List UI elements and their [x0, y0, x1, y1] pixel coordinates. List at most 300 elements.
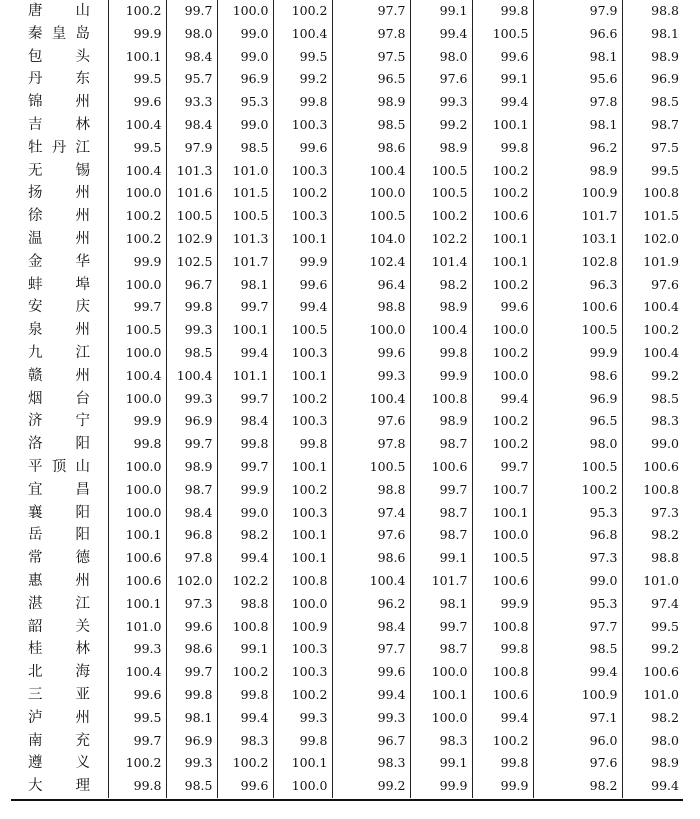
- city-name: 湛 江: [28, 595, 90, 612]
- city-name: 大 理: [28, 778, 90, 795]
- city-name: 遵 义: [28, 755, 90, 772]
- table-row: [11, 570, 683, 593]
- index-value-cell: 100.5: [533, 456, 622, 479]
- index-value-cell: 98.8: [332, 479, 410, 502]
- city-name-cell: [11, 479, 108, 502]
- index-value-cell: 100.0: [332, 182, 410, 205]
- city-name-cell: [11, 68, 108, 91]
- index-value-cell: 99.4: [217, 547, 273, 570]
- index-value-cell: 98.7: [410, 502, 472, 525]
- index-value-cell: 98.4: [217, 410, 273, 433]
- index-value-cell: 97.6: [410, 68, 472, 91]
- index-value-cell: 100.1: [472, 502, 533, 525]
- index-value-cell: 101.0: [622, 570, 683, 593]
- index-value-cell: 98.8: [622, 547, 683, 570]
- index-value-cell: 101.0: [217, 160, 273, 183]
- index-value-cell: 100.0: [332, 319, 410, 342]
- index-value-cell: 98.3: [410, 730, 472, 753]
- index-value-cell: 100.8: [472, 661, 533, 684]
- table-row: [11, 251, 683, 274]
- index-value-cell: 98.3: [622, 410, 683, 433]
- price-index-table-container: [11, 0, 683, 798]
- index-value-cell: 99.3: [166, 388, 217, 411]
- index-value-cell: 104.0: [332, 228, 410, 251]
- index-value-cell: 100.8: [217, 616, 273, 639]
- index-value-cell: 96.5: [332, 68, 410, 91]
- table-row: [11, 274, 683, 297]
- index-value-cell: 102.5: [166, 251, 217, 274]
- city-name: 赣 州: [28, 367, 90, 384]
- index-value-cell: 99.8: [108, 775, 166, 798]
- index-value-cell: 93.3: [166, 91, 217, 114]
- index-value-cell: 96.0: [533, 730, 622, 753]
- city-name: 桂 林: [28, 641, 90, 658]
- table-row: [11, 547, 683, 570]
- index-value-cell: 99.8: [472, 638, 533, 661]
- index-value-cell: 98.9: [622, 752, 683, 775]
- index-value-cell: 98.5: [622, 388, 683, 411]
- index-value-cell: 98.0: [622, 730, 683, 753]
- index-value-cell: 97.6: [533, 752, 622, 775]
- city-name: 丹 东: [28, 71, 90, 88]
- index-value-cell: 100.4: [622, 296, 683, 319]
- city-name-cell: [11, 137, 108, 160]
- city-name: 烟 台: [28, 390, 90, 407]
- index-value-cell: 100.2: [273, 479, 332, 502]
- city-name-cell: [11, 388, 108, 411]
- index-value-cell: 100.5: [332, 456, 410, 479]
- index-value-cell: 98.4: [166, 114, 217, 137]
- city-name: 徐 州: [28, 208, 90, 225]
- city-name-cell: [11, 661, 108, 684]
- index-value-cell: 100.0: [108, 502, 166, 525]
- index-value-cell: 100.2: [472, 410, 533, 433]
- index-value-cell: 98.9: [410, 296, 472, 319]
- index-value-cell: 99.3: [166, 752, 217, 775]
- index-value-cell: 100.5: [410, 160, 472, 183]
- index-value-cell: 97.4: [622, 593, 683, 616]
- table-body: [11, 0, 683, 798]
- city-name: 蚌 埠: [28, 276, 90, 293]
- index-value-cell: 99.3: [332, 707, 410, 730]
- index-value-cell: 98.8: [332, 296, 410, 319]
- index-value-cell: 100.0: [273, 593, 332, 616]
- city-name-cell: [11, 547, 108, 570]
- city-name-cell: [11, 616, 108, 639]
- index-value-cell: 100.1: [273, 365, 332, 388]
- index-value-cell: 99.8: [472, 0, 533, 23]
- index-value-cell: 98.0: [166, 23, 217, 46]
- index-value-cell: 100.0: [108, 479, 166, 502]
- city-name-cell: [11, 775, 108, 798]
- table-row: [11, 205, 683, 228]
- index-value-cell: 102.4: [332, 251, 410, 274]
- index-value-cell: 100.5: [332, 205, 410, 228]
- index-value-cell: 100.1: [472, 251, 533, 274]
- index-value-cell: 101.9: [622, 251, 683, 274]
- index-value-cell: 100.0: [108, 388, 166, 411]
- index-value-cell: 100.0: [472, 319, 533, 342]
- table-row: [11, 0, 683, 23]
- index-value-cell: 102.0: [622, 228, 683, 251]
- index-value-cell: 99.9: [108, 410, 166, 433]
- index-value-cell: 99.4: [332, 684, 410, 707]
- index-value-cell: 99.9: [273, 251, 332, 274]
- index-value-cell: 100.4: [332, 160, 410, 183]
- index-value-cell: 98.6: [332, 547, 410, 570]
- index-value-cell: 98.0: [533, 433, 622, 456]
- index-value-cell: 99.6: [108, 91, 166, 114]
- index-value-cell: 100.0: [472, 365, 533, 388]
- city-name: 北 海: [28, 664, 90, 681]
- index-value-cell: 100.3: [273, 638, 332, 661]
- city-name-cell: [11, 46, 108, 69]
- index-value-cell: 99.4: [472, 91, 533, 114]
- index-value-cell: 98.4: [166, 46, 217, 69]
- index-value-cell: 100.4: [108, 365, 166, 388]
- index-value-cell: 102.2: [217, 570, 273, 593]
- city-name-cell: [11, 365, 108, 388]
- price-index-table: [11, 0, 683, 798]
- index-value-cell: 98.5: [166, 342, 217, 365]
- index-value-cell: 99.5: [108, 68, 166, 91]
- index-value-cell: 100.2: [217, 752, 273, 775]
- city-name: 秦皇岛: [28, 25, 90, 42]
- index-value-cell: 99.7: [217, 388, 273, 411]
- index-value-cell: 99.7: [166, 433, 217, 456]
- index-value-cell: 99.8: [108, 433, 166, 456]
- index-value-cell: 97.4: [332, 502, 410, 525]
- index-value-cell: 97.7: [533, 616, 622, 639]
- index-value-cell: 100.2: [217, 661, 273, 684]
- index-value-cell: 99.8: [166, 684, 217, 707]
- index-value-cell: 100.5: [166, 205, 217, 228]
- table-row: [11, 752, 683, 775]
- table-row: [11, 182, 683, 205]
- index-value-cell: 97.7: [332, 0, 410, 23]
- index-value-cell: 98.8: [622, 0, 683, 23]
- table-row: [11, 479, 683, 502]
- index-value-cell: 102.8: [533, 251, 622, 274]
- index-value-cell: 99.3: [332, 365, 410, 388]
- index-value-cell: 100.4: [108, 661, 166, 684]
- index-value-cell: 100.2: [472, 160, 533, 183]
- index-value-cell: 100.1: [108, 593, 166, 616]
- index-value-cell: 100.7: [472, 479, 533, 502]
- index-value-cell: 101.3: [217, 228, 273, 251]
- index-value-cell: 100.4: [410, 319, 472, 342]
- index-value-cell: 100.1: [273, 456, 332, 479]
- index-value-cell: 98.9: [410, 137, 472, 160]
- city-name: 无 锡: [28, 162, 90, 179]
- index-value-cell: 99.6: [108, 684, 166, 707]
- city-name-cell: [11, 23, 108, 46]
- city-name: 宜 昌: [28, 481, 90, 498]
- index-value-cell: 100.2: [472, 730, 533, 753]
- index-value-cell: 100.8: [472, 616, 533, 639]
- index-value-cell: 100.1: [217, 319, 273, 342]
- table-row: [11, 684, 683, 707]
- index-value-cell: 99.0: [533, 570, 622, 593]
- index-value-cell: 99.3: [410, 91, 472, 114]
- table-row: [11, 502, 683, 525]
- city-name-cell: [11, 251, 108, 274]
- table-row: [11, 228, 683, 251]
- city-name: 包 头: [28, 48, 90, 65]
- index-value-cell: 101.7: [533, 205, 622, 228]
- index-value-cell: 100.4: [108, 114, 166, 137]
- index-value-cell: 100.1: [410, 684, 472, 707]
- index-value-cell: 97.3: [166, 593, 217, 616]
- index-value-cell: 98.1: [166, 707, 217, 730]
- table-row: [11, 661, 683, 684]
- index-value-cell: 99.4: [217, 707, 273, 730]
- city-name-cell: [11, 433, 108, 456]
- index-value-cell: 100.0: [217, 0, 273, 23]
- index-value-cell: 96.9: [622, 68, 683, 91]
- index-value-cell: 97.8: [533, 91, 622, 114]
- index-value-cell: 101.1: [217, 365, 273, 388]
- index-value-cell: 100.3: [273, 342, 332, 365]
- city-name-cell: [11, 274, 108, 297]
- index-value-cell: 99.9: [472, 593, 533, 616]
- index-value-cell: 100.3: [273, 410, 332, 433]
- index-value-cell: 102.0: [166, 570, 217, 593]
- index-value-cell: 100.2: [273, 684, 332, 707]
- index-value-cell: 99.7: [108, 730, 166, 753]
- index-value-cell: 98.9: [533, 160, 622, 183]
- index-value-cell: 99.7: [108, 296, 166, 319]
- city-name: 三 亚: [28, 686, 90, 703]
- index-value-cell: 100.2: [472, 342, 533, 365]
- index-value-cell: 98.6: [332, 137, 410, 160]
- index-value-cell: 99.8: [273, 730, 332, 753]
- index-value-cell: 100.4: [332, 388, 410, 411]
- index-value-cell: 97.3: [622, 502, 683, 525]
- index-value-cell: 99.2: [273, 68, 332, 91]
- index-value-cell: 96.7: [332, 730, 410, 753]
- index-value-cell: 96.9: [217, 68, 273, 91]
- city-name: 九 江: [28, 344, 90, 361]
- index-value-cell: 100.2: [622, 319, 683, 342]
- city-name-cell: [11, 570, 108, 593]
- index-value-cell: 100.6: [472, 684, 533, 707]
- index-value-cell: 98.2: [622, 707, 683, 730]
- index-value-cell: 99.9: [410, 775, 472, 798]
- city-name-cell: [11, 638, 108, 661]
- index-value-cell: 100.2: [410, 205, 472, 228]
- index-value-cell: 98.0: [410, 46, 472, 69]
- city-name-cell: [11, 730, 108, 753]
- city-name: 锦 州: [28, 94, 90, 111]
- index-value-cell: 98.9: [622, 46, 683, 69]
- index-value-cell: 100.0: [108, 274, 166, 297]
- index-value-cell: 97.5: [332, 46, 410, 69]
- index-value-cell: 99.4: [217, 342, 273, 365]
- city-name: 扬 州: [28, 185, 90, 202]
- index-value-cell: 100.5: [472, 23, 533, 46]
- index-value-cell: 100.2: [108, 752, 166, 775]
- index-value-cell: 99.7: [410, 479, 472, 502]
- city-name: 南 充: [28, 732, 90, 749]
- index-value-cell: 99.4: [472, 388, 533, 411]
- index-value-cell: 98.5: [533, 638, 622, 661]
- index-value-cell: 97.6: [622, 274, 683, 297]
- index-value-cell: 100.5: [533, 319, 622, 342]
- index-value-cell: 98.7: [166, 479, 217, 502]
- index-value-cell: 99.2: [622, 638, 683, 661]
- index-value-cell: 99.9: [533, 342, 622, 365]
- index-value-cell: 100.2: [273, 0, 332, 23]
- index-value-cell: 99.0: [217, 23, 273, 46]
- table-row: [11, 342, 683, 365]
- index-value-cell: 99.1: [217, 638, 273, 661]
- index-value-cell: 100.2: [273, 388, 332, 411]
- table-row: [11, 456, 683, 479]
- index-value-cell: 101.7: [410, 570, 472, 593]
- city-name-cell: [11, 0, 108, 23]
- index-value-cell: 99.6: [472, 296, 533, 319]
- index-value-cell: 100.6: [472, 570, 533, 593]
- index-value-cell: 95.3: [533, 593, 622, 616]
- city-name: 吉 林: [28, 116, 90, 133]
- city-name-cell: [11, 296, 108, 319]
- index-value-cell: 96.4: [332, 274, 410, 297]
- city-name: 济 宁: [28, 413, 90, 430]
- index-value-cell: 100.5: [273, 319, 332, 342]
- index-value-cell: 99.4: [273, 296, 332, 319]
- index-value-cell: 98.9: [410, 410, 472, 433]
- index-value-cell: 103.1: [533, 228, 622, 251]
- index-value-cell: 98.5: [622, 91, 683, 114]
- index-value-cell: 100.2: [533, 479, 622, 502]
- index-value-cell: 100.0: [410, 661, 472, 684]
- index-value-cell: 99.1: [472, 68, 533, 91]
- index-value-cell: 98.1: [533, 46, 622, 69]
- index-value-cell: 99.7: [410, 616, 472, 639]
- index-value-cell: 99.8: [217, 433, 273, 456]
- index-value-cell: 100.3: [273, 114, 332, 137]
- index-value-cell: 99.6: [273, 274, 332, 297]
- index-value-cell: 100.9: [273, 616, 332, 639]
- index-value-cell: 98.7: [410, 638, 472, 661]
- index-value-cell: 99.2: [410, 114, 472, 137]
- table-row: [11, 23, 683, 46]
- table-row: [11, 775, 683, 798]
- index-value-cell: 98.5: [217, 137, 273, 160]
- table-row: [11, 160, 683, 183]
- index-value-cell: 98.1: [622, 23, 683, 46]
- index-value-cell: 99.5: [108, 137, 166, 160]
- index-value-cell: 96.3: [533, 274, 622, 297]
- index-value-cell: 99.7: [217, 296, 273, 319]
- index-value-cell: 96.2: [533, 137, 622, 160]
- index-value-cell: 98.7: [622, 114, 683, 137]
- table-row: [11, 91, 683, 114]
- index-value-cell: 97.1: [533, 707, 622, 730]
- index-value-cell: 99.5: [108, 707, 166, 730]
- index-value-cell: 99.9: [108, 23, 166, 46]
- city-name-cell: [11, 205, 108, 228]
- index-value-cell: 98.1: [217, 274, 273, 297]
- index-value-cell: 100.8: [622, 479, 683, 502]
- index-value-cell: 100.0: [410, 707, 472, 730]
- index-value-cell: 100.1: [472, 114, 533, 137]
- index-value-cell: 98.2: [622, 524, 683, 547]
- index-value-cell: 97.3: [533, 547, 622, 570]
- index-value-cell: 101.3: [166, 160, 217, 183]
- table-row: [11, 707, 683, 730]
- index-value-cell: 96.9: [166, 730, 217, 753]
- index-value-cell: 101.4: [410, 251, 472, 274]
- city-name: 惠 州: [28, 572, 90, 589]
- index-value-cell: 100.2: [108, 0, 166, 23]
- index-value-cell: 96.8: [166, 524, 217, 547]
- index-value-cell: 98.9: [332, 91, 410, 114]
- index-value-cell: 100.4: [166, 365, 217, 388]
- index-value-cell: 99.6: [166, 616, 217, 639]
- table-row: [11, 137, 683, 160]
- index-value-cell: 100.4: [622, 342, 683, 365]
- index-value-cell: 99.8: [166, 296, 217, 319]
- index-value-cell: 97.9: [533, 0, 622, 23]
- index-value-cell: 100.6: [472, 205, 533, 228]
- index-value-cell: 101.5: [217, 182, 273, 205]
- index-value-cell: 96.9: [533, 388, 622, 411]
- index-value-cell: 100.3: [273, 502, 332, 525]
- index-value-cell: 99.4: [472, 707, 533, 730]
- index-value-cell: 99.0: [217, 46, 273, 69]
- index-value-cell: 100.3: [273, 661, 332, 684]
- city-name-cell: [11, 593, 108, 616]
- city-name: 韶 关: [28, 618, 90, 635]
- city-name-cell: [11, 410, 108, 433]
- index-value-cell: 97.6: [332, 524, 410, 547]
- city-name: 洛 阳: [28, 436, 90, 453]
- index-value-cell: 100.3: [273, 205, 332, 228]
- index-value-cell: 100.0: [108, 456, 166, 479]
- table-row: [11, 46, 683, 69]
- index-value-cell: 99.3: [108, 638, 166, 661]
- index-value-cell: 97.7: [332, 638, 410, 661]
- city-name-cell: [11, 228, 108, 251]
- index-value-cell: 99.6: [217, 775, 273, 798]
- index-value-cell: 99.3: [166, 319, 217, 342]
- city-name-cell: [11, 342, 108, 365]
- table-bottom-rule: [11, 799, 683, 801]
- index-value-cell: 99.2: [622, 365, 683, 388]
- table-row: [11, 296, 683, 319]
- index-value-cell: 99.0: [217, 502, 273, 525]
- index-value-cell: 101.6: [166, 182, 217, 205]
- index-value-cell: 99.8: [217, 684, 273, 707]
- index-value-cell: 100.5: [217, 205, 273, 228]
- index-value-cell: 97.8: [332, 433, 410, 456]
- index-value-cell: 99.7: [472, 456, 533, 479]
- city-name: 唐 山: [28, 3, 90, 19]
- index-value-cell: 100.8: [622, 182, 683, 205]
- index-value-cell: 98.2: [217, 524, 273, 547]
- index-value-cell: 100.0: [273, 775, 332, 798]
- index-value-cell: 100.0: [472, 524, 533, 547]
- index-value-cell: 99.1: [410, 547, 472, 570]
- index-value-cell: 95.7: [166, 68, 217, 91]
- index-value-cell: 100.2: [472, 433, 533, 456]
- table-row: [11, 319, 683, 342]
- city-name-cell: [11, 707, 108, 730]
- table-row: [11, 638, 683, 661]
- index-value-cell: 99.6: [332, 342, 410, 365]
